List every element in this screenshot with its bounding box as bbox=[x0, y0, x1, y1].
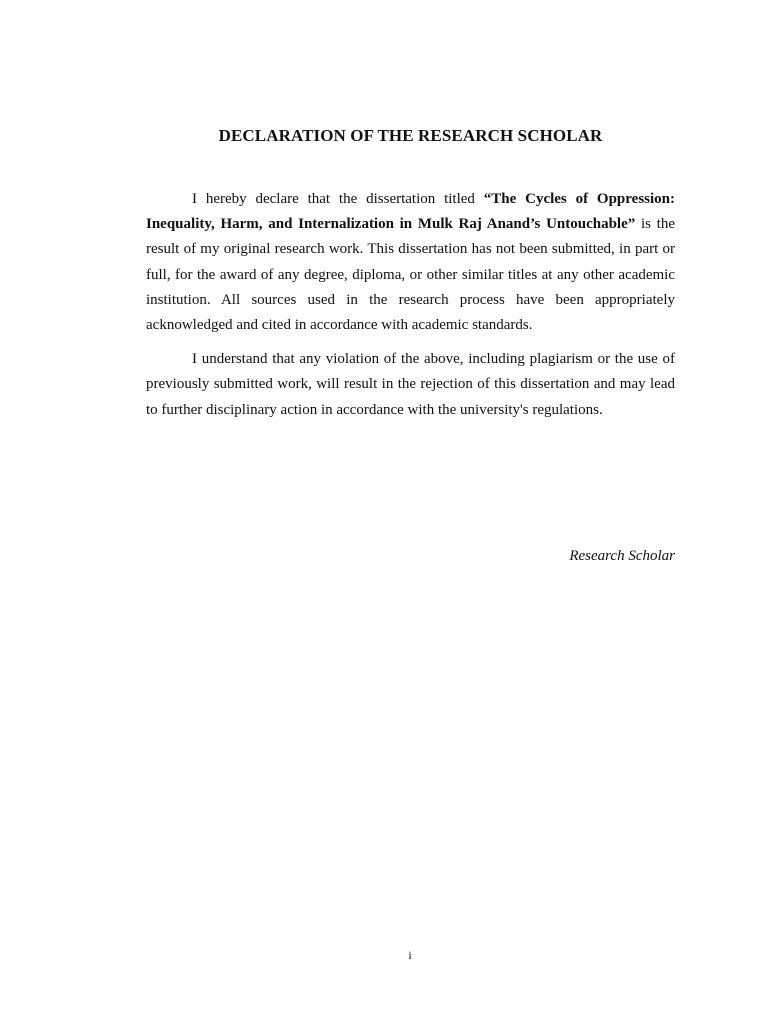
paragraph-1-rest: is the result of my original research work. This dissertation has not been submitted, in part or full, for the award of any degree, diploma, or other similar titles at any other academic institution. All sources used in the research process have been appropriately acknowledged and cited in accordance with academic standards. bbox=[146, 216, 675, 334]
paragraph-1-intro: I hereby declare that the dissertation titled bbox=[192, 191, 484, 207]
dissertation-title: “The Cycles of Oppression: Inequality, Harm, and Internalization in Mulk Raj Anand’s Untouchable” bbox=[146, 191, 676, 233]
page-number: i bbox=[408, 948, 412, 962]
page-title: DECLARATION OF THE RESEARCH SCHOLAR bbox=[218, 126, 603, 145]
declaration-body bbox=[146, 187, 675, 432]
declaration-paragraph-2: I understand that any violation of the above, including plagiarism or the use of previously submitted work, will result in the rejection of this dissertation and may lead to further disciplinary action in accordance with the university's regulations. bbox=[146, 351, 675, 418]
signature-label: Research Scholar bbox=[569, 548, 675, 564]
declaration-paragraph-1 bbox=[146, 187, 675, 338]
